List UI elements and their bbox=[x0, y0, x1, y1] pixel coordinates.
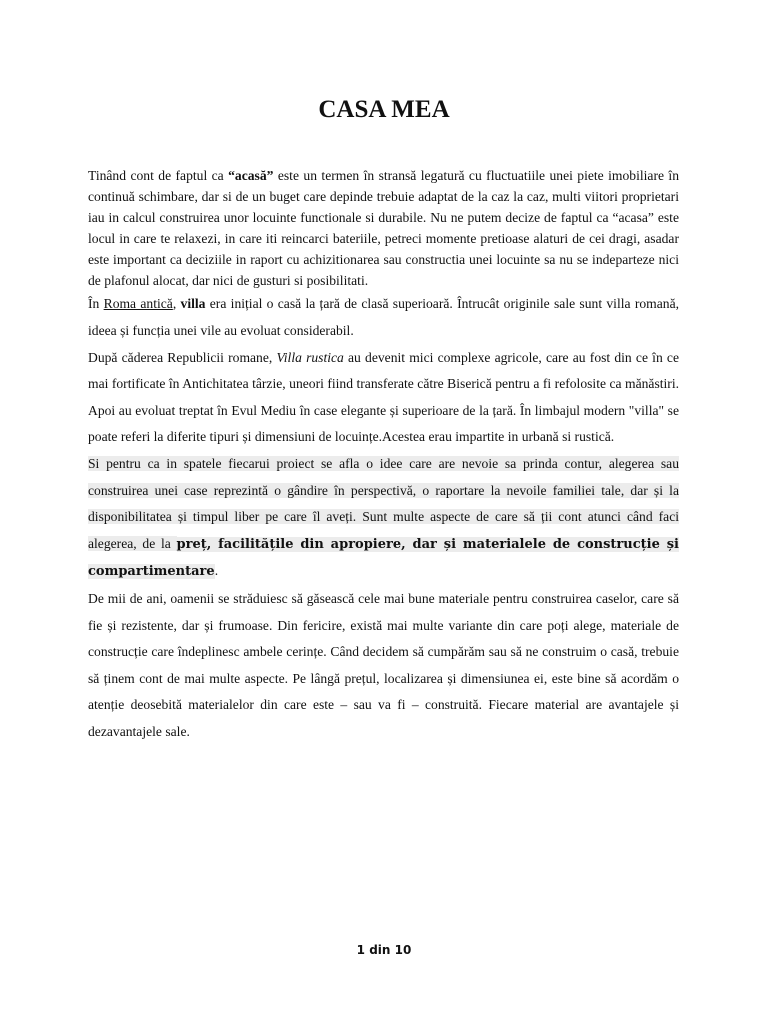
paragraph-roma bbox=[88, 291, 679, 344]
villa-rustica-italic: Villa rustica bbox=[276, 349, 344, 365]
paragraph-intro-text-c: este un termen în stransă legatură cu fluctuatiile unei piete imobiliare în continuă schimbare, dar si de un buget care depinde trebuie adaptat de la caz la caz, multi viitori proprietari iau in calcul construirea unor locuinte functionale si durabile. Nu ne putem decize de faptul ca “acasa” este locul in care te relaxezi, in care iti reincarci bateriile, petreci momente pretioase alaturi de cei dragi, asadar este important ca deciziile in raport cu achizitionarea sau constructia unei locuinte sa nu se indeparteze nici de plafonul alocat, dar nici de gusturi si posibilitati. bbox=[88, 168, 679, 288]
paragraph-alegerea-text-a: Si pentru ca in spatele fiecarui proiect se afla o idee care are nevoie sa prinda contur, alegerea sau construirea unei case reprezintă o gândire în perspectivă, o raportare la nevoile familiei tale, dar și la disponibilitatea și timpul liber pe care îl aveți. Sunt multe aspecte de care să ții cont atunci când faci alegerea, de la bbox=[88, 456, 679, 551]
roma-antica-link[interactable]: Roma antică bbox=[103, 296, 173, 312]
villa-bold: villa bbox=[180, 296, 206, 312]
paragraph-intro-text-a: Tinând cont de faptul ca bbox=[88, 168, 229, 183]
paragraph-materiale bbox=[88, 586, 679, 746]
paragraph-materiale-text: De mii de ani, oamenii se străduiesc să găsească cele mai bune materiale pentru construirea caselor, care să fie și rezistente, dar și frumoase. Din fericire, există mai multe variante din care poți alege, materiale de construcție care îndeplinesc ambele cerințe. Când decidem să cumpărăm sau să ne construim o casă, trebuie să ținem cont de mai multe aspecte. Pe lângă prețul, localizarea și dimensiunea ei, este bine să acordăm o atenție deosebită materialelor din care este – sau va fi – construită. Fiecare material are avantajele și dezavantajele sale. bbox=[88, 590, 679, 739]
paragraph-roma-text-b: , bbox=[172, 296, 181, 312]
paragraph-alegerea bbox=[88, 451, 679, 586]
paragraph-intro-bold: “acasă” bbox=[228, 168, 274, 183]
document-title: CASA MEA bbox=[318, 96, 450, 123]
paragraph-villa-text-b: au devenit mici complexe agricole, care au fost din ce în ce mai fortificate în Antichitatea târzie, uneori fiind transferate către Biserică pentru a fi refolosite ca mănăstiri. Apoi au evoluat treptat în Evul Mediu în case elegante și superioare de la țară. În limbajul modern "villa" se poate referi la diferite tipuri și dimensiuni de locuințe.Acestea erau impartite in urbană si rustică. bbox=[88, 349, 679, 445]
paragraph-intro bbox=[88, 166, 679, 291]
paragraph-roma-text-c: era inițial o casă la țară de clasă superioară. Întrucât originile sale sunt villa romană, ideea și funcția unei vile au evoluat considerabil. bbox=[88, 296, 679, 339]
paragraph-villa-text-a: După căderea Republicii romane, bbox=[88, 349, 277, 365]
paragraph-alegerea-text-b: . bbox=[214, 563, 219, 579]
page-number: 1 din 10 bbox=[356, 943, 412, 957]
paragraph-alegerea-bold: preț, facilitățile din apropiere, dar și materialele de construcție și compartimentare bbox=[88, 536, 679, 580]
document-body bbox=[88, 166, 679, 746]
paragraph-roma-text-a: În bbox=[88, 296, 104, 312]
paragraph-villa-rustica bbox=[88, 345, 679, 451]
